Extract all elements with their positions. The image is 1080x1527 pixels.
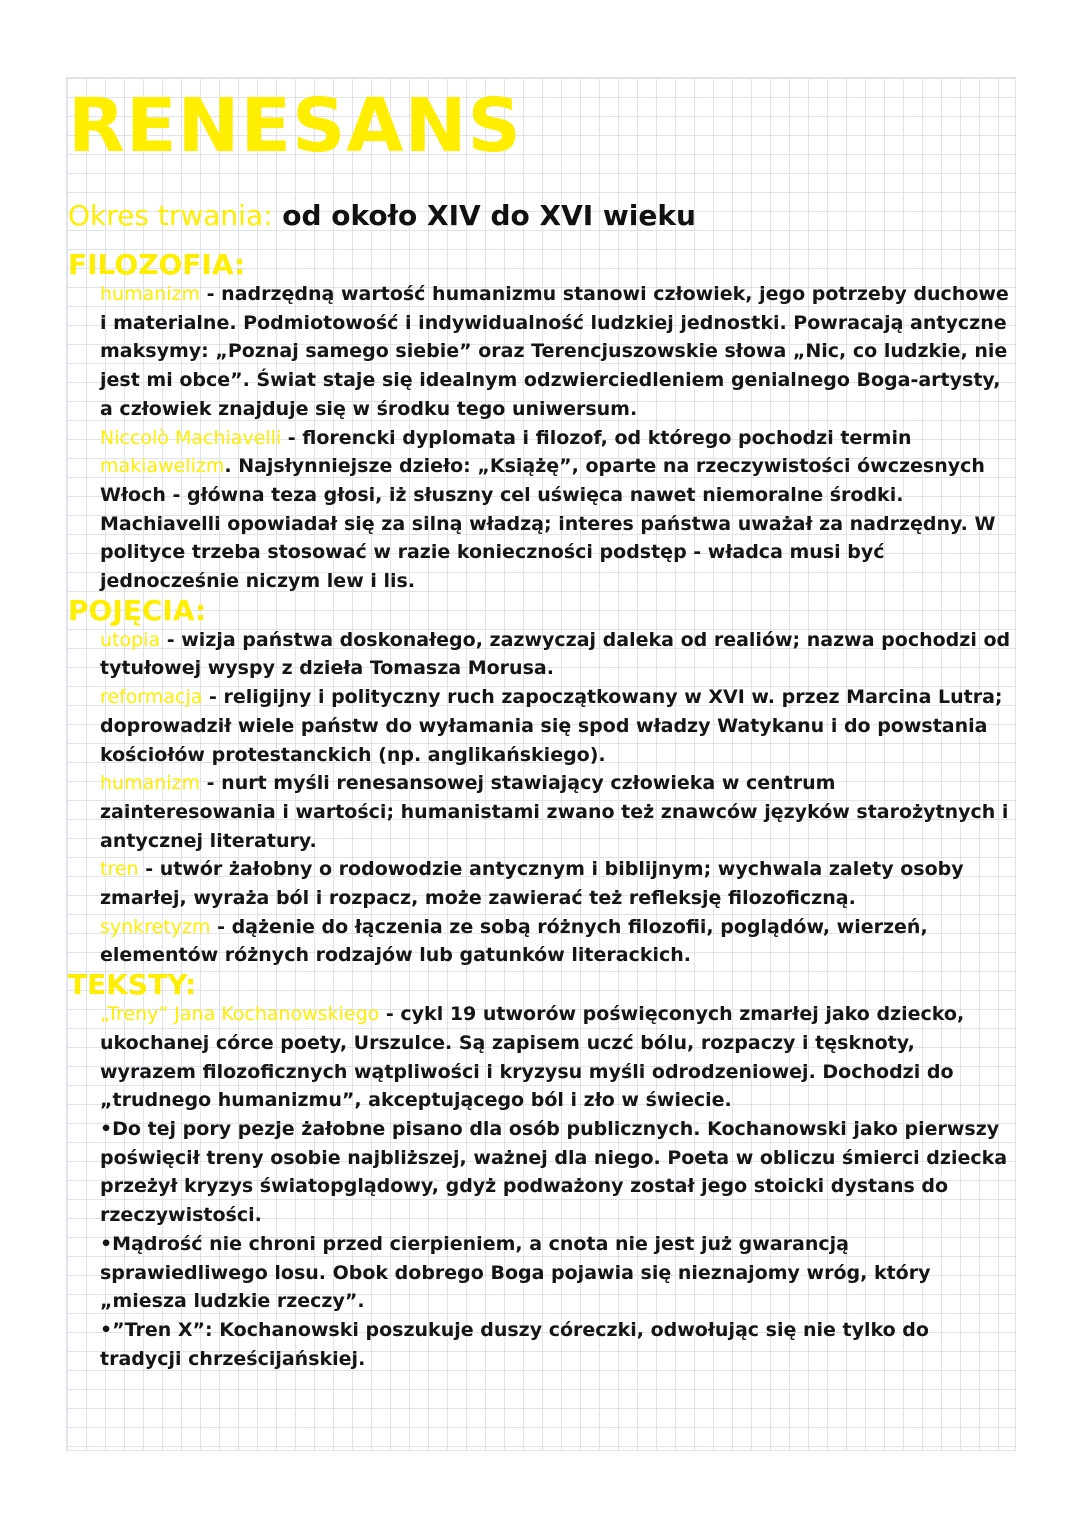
section-filozofia [100,280,1012,596]
note-content [68,80,1012,1373]
section-teksty [100,1000,1012,1373]
entry-utopia [100,626,1012,683]
entry-reformacja [100,683,1012,769]
section-title-pojecia: POJĘCIA: [68,593,207,627]
entry-treny [100,1000,1012,1115]
definition-text: - wizja państwa doskonałego, zazwyczaj daleka od realiów; nazwa pochodzi od tytułowej wyspy z dzieła Tomasza Morusa. [100,628,1011,680]
term-treny: „Treny” Jana Kochanowskiego [100,1003,380,1026]
section-title-teksty: TEKSTY: [68,968,197,1002]
definition-text: - utwór żałobny o rodowodzie antycznym i biblijnym; wychwala zalety osoby zmarłej, wyraża ból i rozpacz, może zawierać też refleksję filozoficzną. [100,858,964,910]
term-utopia: utopia [100,628,161,651]
bullet-item: •”Tren X”: Kochanowski poszukuje duszy córeczki, odwołując się nie tylko do tradycji chrześcijańskiej. [100,1318,929,1370]
term-humanizm: humanizm [100,283,201,305]
term-reformacja: reformacja [100,686,203,709]
section-title-filozofia: FILOZOFIA: [68,248,246,281]
bullet-item: •Mądrość nie chroni przed cierpieniem, a cnota nie jest już gwarancją sprawiedliwego losu. Obok dobrego Boga pojawia się nieznajomy wróg, który „miesza ludzkie rzeczy”. [100,1232,931,1313]
entry-tren [100,855,1012,912]
period-label: Okres trwania: [68,199,273,232]
entry-synkretyzm [100,913,1012,970]
definition-text: - dążenie do łączenia ze sobą różnych filozofii, poglądów, wierzeń, elementów różnych rodzajów lub gatunków literackich. [100,915,928,967]
definition-text: . Najsłynniejsze dzieło: „Książę”, oparte na rzeczywistości ówczesnych Włoch - główna teza głosi, iż słuszny cel uświęca nawet niemoralne środki. Machiavelli opowiadał się za silną władzą; interes państwa uważał za nadrzędny. W polityce trzeba stosować w razie konieczności podstęp - władca musi być jednocześnie niczym lew i lis. [100,455,996,593]
period-value: od około XIV do XVI wieku [282,199,696,232]
entry-humanizm-philosophy [100,280,1012,424]
definition-text: - nadrzędną wartość humanizmu stanowi człowiek, jego potrzeby duchowe i materialne. Podmiotowość i indywidualność ludzkiej jednostki. Powracają antyczne maksymy: „Poznaj samego siebie” oraz Terencjuszowskie słowa „Nic, co ludzkie, nie jest mi obce”. Świat staje się idealnym odzwierciedleniem genialnego Boga-artysty, a człowiek znajduje się w środku tego uniwersum. [100,283,1009,420]
period-line [68,198,1012,234]
bullet-item: •Do tej pory pezje żałobne pisano dla osób publicznych. Kochanowski jako pierwszy poświęcił treny osobie najbliższej, ważnej dla niego. Poeta w obliczu śmierci dziecka przeżył kryzys światopglądowy, gdyż podważony został jego stoicki dystans do rzeczywistości. [100,1117,1008,1227]
definition-text: - religijny i polityczny ruch zapoczątkowany w XVI w. przez Marcina Lutra; doprowadził wiele państw do wyłamania się spod władzy Watykanu i do powstania kościołów protestanckich (np. anglikańskiego). [100,686,1003,766]
definition-text: - florencki dyplomata i filozof, od którego pochodzi termin [281,426,912,449]
term-machiavelli: Niccolò Machiavelli [100,426,282,449]
term-synkretyzm: synkretyzm [100,915,211,938]
term-humanizm: humanizm [100,772,201,795]
term-makiawelizm: makiawelizm [100,455,225,478]
definition-text: - nurt myśli renesansowej stawiający człowieka w centrum zainteresowania i wartości; humanistami zwano też znawców języków starożytnych i antycznej literatury. [100,772,1009,852]
page-title: RENESANS [68,83,522,169]
term-tren: tren [100,858,139,881]
section-pojecia [100,626,1012,970]
entry-humanizm-concept [100,769,1012,855]
definition-text: - cykl 19 utworów poświęconych zmarłej jako dziecko, ukochanej córce poety, Urszulce. Są zapisem uczć bólu, rozpaczy i tęsknoty, wyrazem filozoficznych wątpliwości i kryzysu myśli odrodzeniowej. Dochodzi do „trudnego humanizmu”, akceptującego ból i zło w świecie. [100,1003,965,1112]
entry-machiavelli [100,424,1012,596]
